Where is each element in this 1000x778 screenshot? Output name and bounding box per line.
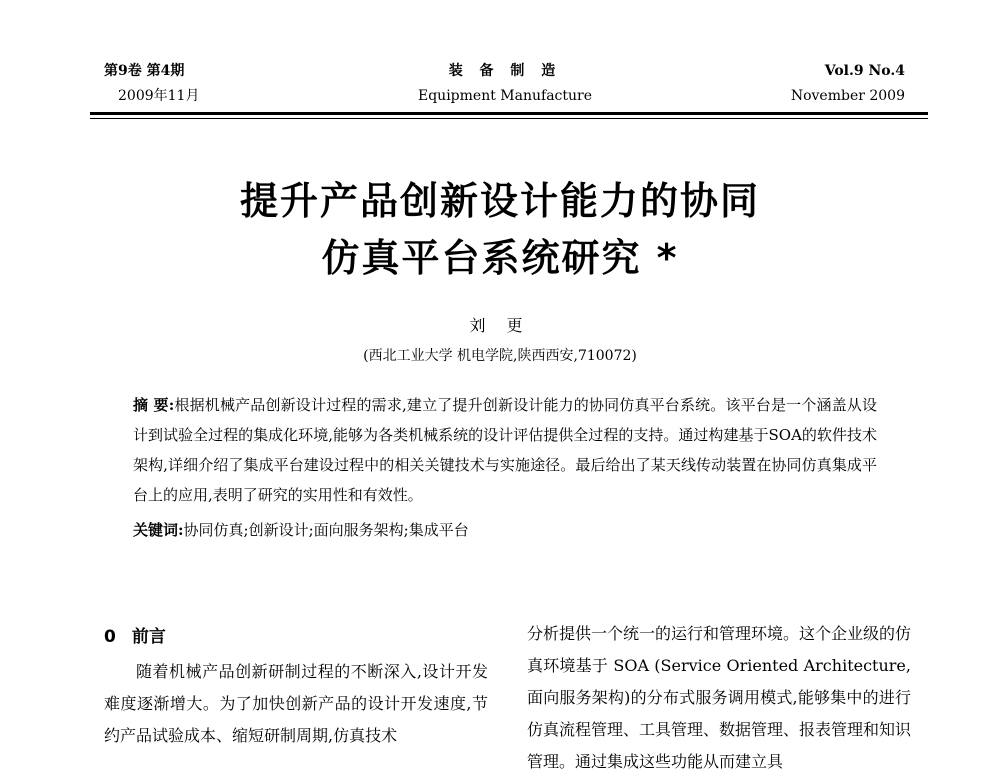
abstract-text: 根据机械产品创新设计过程的需求,建立了提升创新设计能力的协同仿真平台系统。该平台是一个涵盖从设计到试验全过程的集成化环境,能够为各类机械系统的设计评估提供全过程的支持。通过构建基于SOA的软件技术架构,详细介绍了集成平台建设过程中的相关关键技术与实施途径。最后给出了某天线传动装置在协同仿真集成平台上的应用,表明了研究的实用性和有效性。 bbox=[133, 396, 878, 504]
publication-date: 2009年11月 bbox=[118, 88, 200, 104]
keywords-label: 关键词: bbox=[133, 521, 184, 539]
publication-date-en: November 2009 bbox=[790, 88, 905, 104]
header-rule-thick bbox=[90, 112, 928, 115]
affiliation: (西北工业大学 机电学院,陕西西安,710072) bbox=[363, 348, 637, 364]
keywords bbox=[133, 518, 877, 542]
journal-name-en: Equipment Manufacture bbox=[418, 88, 592, 104]
abstract-label: 摘 要: bbox=[133, 396, 175, 414]
section-number: 0 bbox=[104, 627, 116, 647]
volume-issue: 第9卷 第4期 bbox=[104, 63, 185, 79]
abstract bbox=[133, 390, 877, 510]
body-left-column: 随着机械产品创新研制过程的不断深入,设计开发难度逐渐增大。为了加快创新产品的设计开发速度,节约产品试验成本、缩短研制周期,仿真技术 bbox=[104, 662, 488, 745]
section-heading bbox=[104, 622, 182, 647]
volume-issue-en: Vol.9 No.4 bbox=[824, 63, 905, 79]
author: 刘 更 bbox=[469, 316, 531, 335]
header-rule-thin bbox=[90, 118, 928, 119]
body-right-column: 分析提供一个统一的运行和管理环境。这个企业级的仿真环境基于 SOA (Service Oriented Architecture,面向服务架构)的分布式服务调用模式,能够集中的进行仿真流程管理、工具管理、数据管理、报表管理和知识管理。通过集成这些功能从而建立具 bbox=[527, 624, 912, 771]
paper-title-line2: 仿真平台系统研究 * bbox=[321, 236, 679, 280]
keywords-text: 协同仿真;创新设计;面向服务架构;集成平台 bbox=[183, 521, 469, 539]
section-title: 前言 bbox=[131, 627, 166, 647]
paper-title-line1: 提升产品创新设计能力的协同 bbox=[239, 179, 760, 223]
journal-name-cn: 装 备 制 造 bbox=[448, 63, 562, 79]
